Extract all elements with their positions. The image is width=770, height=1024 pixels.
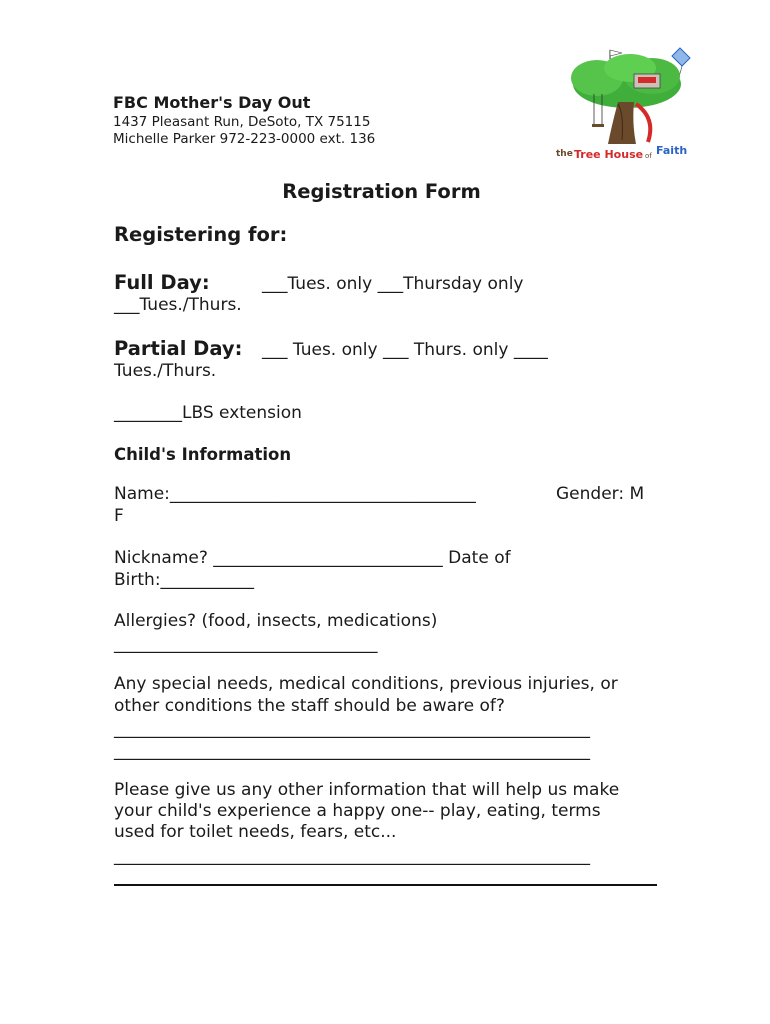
full-day-options[interactable]: ___Tues. only ___Thursday only bbox=[262, 274, 524, 294]
special-needs-label: Any special needs, medical conditions, previous injuries, or bbox=[114, 674, 618, 694]
other-info-label: Please give us any other information that will help us make bbox=[114, 780, 620, 800]
gender-field[interactable]: Gender: M bbox=[556, 484, 645, 504]
other-info-field-2[interactable] bbox=[114, 884, 657, 886]
full-day-label: Full Day: bbox=[114, 271, 210, 294]
org-name: FBC Mother's Day Out bbox=[113, 93, 311, 112]
special-needs-field-1[interactable]: ________________________________________________________ bbox=[114, 719, 590, 739]
org-contact: Michelle Parker 972-223-0000 ext. 136 bbox=[113, 131, 376, 147]
other-info-label-cont-2: used for toilet needs, fears, etc... bbox=[114, 822, 397, 842]
tree-house-logo bbox=[552, 44, 702, 164]
org-address: 1437 Pleasant Run, DeSoto, TX 75115 bbox=[113, 114, 371, 130]
partial-day-options-cont[interactable]: Tues./Thurs. bbox=[114, 361, 217, 381]
nickname-field[interactable]: Nickname? ___________________________ Date of bbox=[114, 548, 511, 568]
logo-text-faith: Faith bbox=[656, 144, 688, 157]
childs-information-heading: Child's Information bbox=[114, 445, 292, 464]
name-field[interactable]: Name:____________________________________ bbox=[114, 484, 476, 504]
logo-text-of: of bbox=[645, 152, 652, 160]
other-info-field-1[interactable]: ________________________________________________________ bbox=[114, 846, 590, 866]
logo-text-tree-house: Tree House bbox=[574, 148, 644, 161]
partial-day-label: Partial Day: bbox=[114, 337, 243, 360]
form-title: Registration Form bbox=[282, 180, 481, 203]
registering-for-heading: Registering for: bbox=[114, 223, 288, 246]
special-needs-label-cont: other conditions the staff should be aware of? bbox=[114, 696, 505, 716]
allergies-field[interactable]: _______________________________ bbox=[114, 634, 378, 654]
special-needs-field-2[interactable]: ________________________________________________________ bbox=[114, 741, 590, 761]
lbs-extension-field[interactable]: ________LBS extension bbox=[114, 403, 302, 423]
other-info-label-cont: your child's experience a happy one-- play, eating, terms bbox=[114, 801, 601, 821]
allergies-label: Allergies? (food, insects, medications) bbox=[114, 611, 438, 631]
birth-date-field[interactable]: Birth:___________ bbox=[114, 570, 255, 590]
logo-text-the: the bbox=[556, 149, 573, 159]
partial-day-options[interactable]: ___ Tues. only ___ Thurs. only ____ bbox=[262, 340, 548, 360]
gender-option-f[interactable]: F bbox=[114, 506, 124, 526]
full-day-options-cont[interactable]: ___Tues./Thurs. bbox=[114, 295, 242, 315]
